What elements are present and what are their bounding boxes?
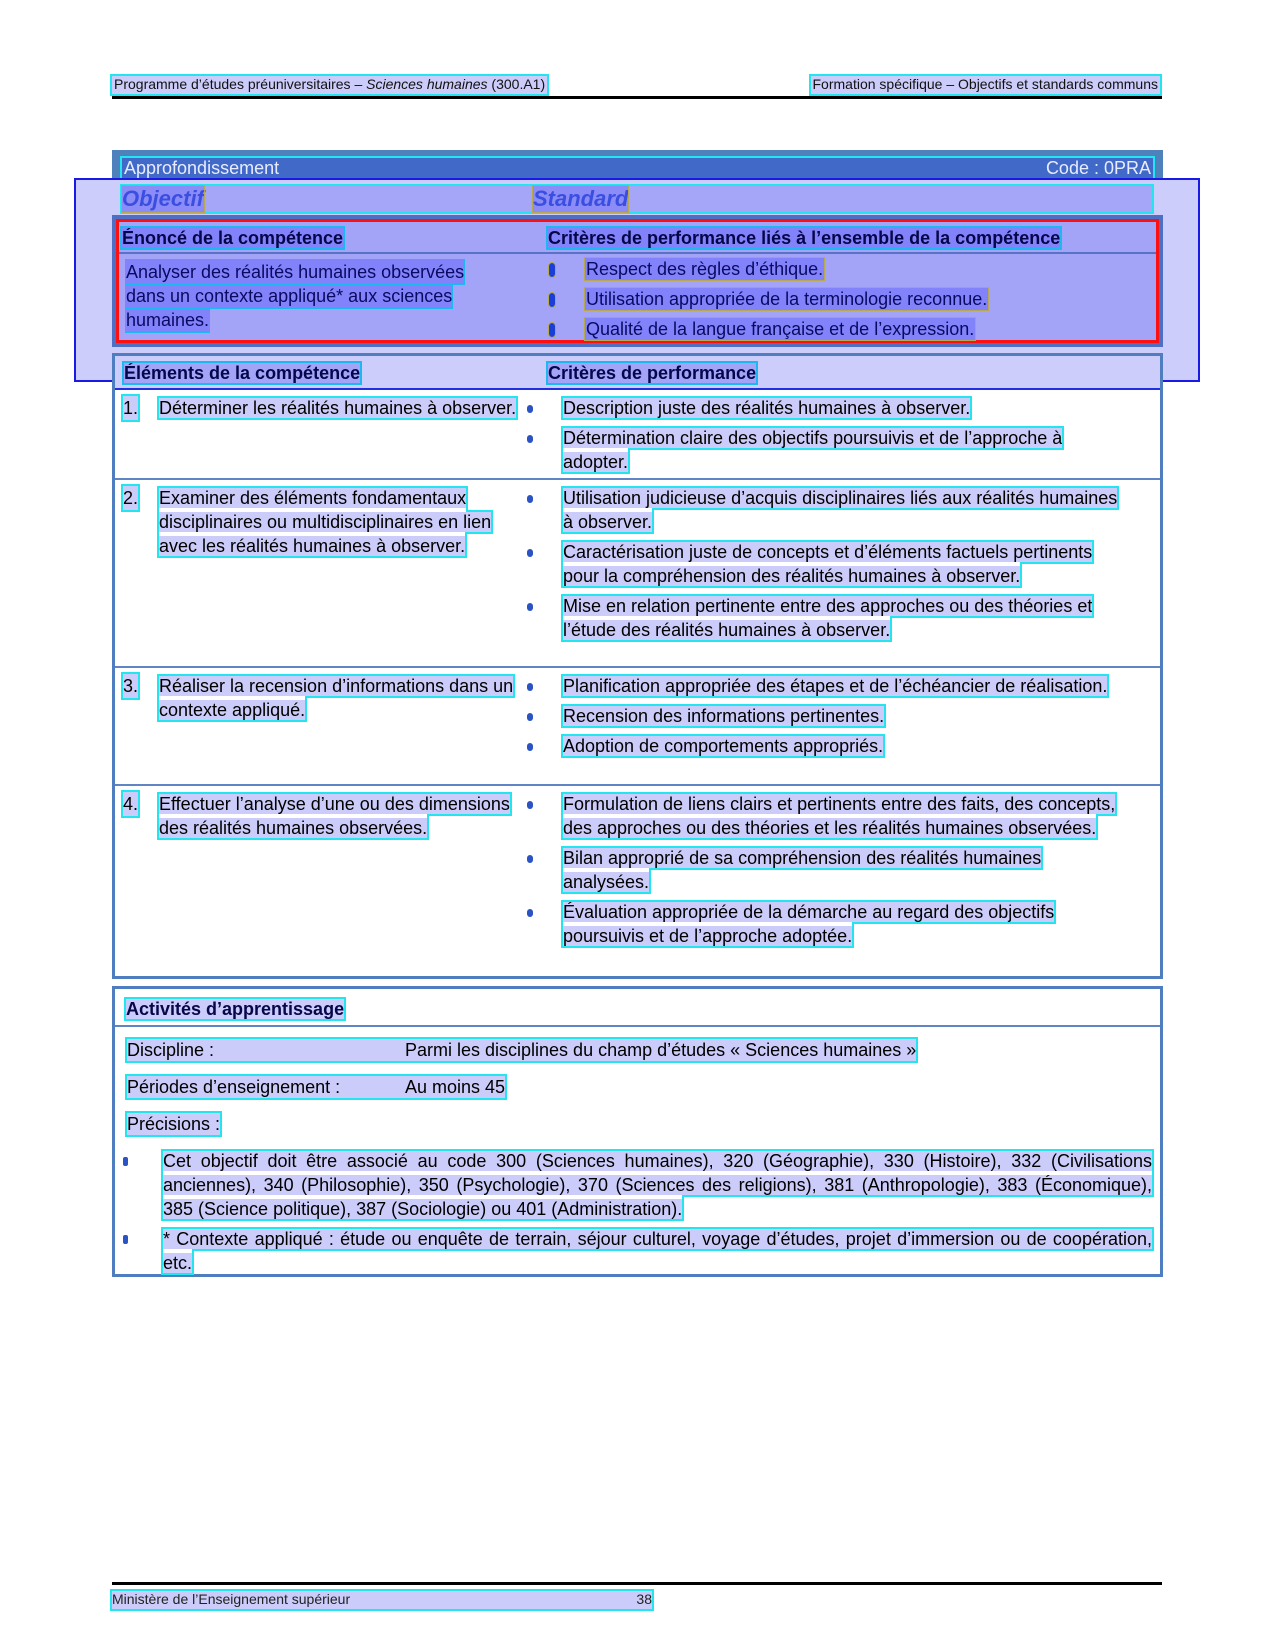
table-row: 2. Examiner des éléments fondamentaux disciplinaires ou multidisciplinaires en lien avec les réalités humaines à observer. Utilisation judicieuse d’acquis disciplinaires liés aux réalités humaines à observer. Caractérisation juste de concepts et d’éléments factuels pertinents pour la compréhension des réalités humaines à observer. Mise en relation pertinente entre des approches ou des théories et l’étude des réalités humaines à observer.: [115, 478, 1160, 668]
elements-table: [112, 353, 1163, 979]
element-text: Effectuer l’analyse d’une ou des dimensions des réalités humaines observées.: [159, 794, 510, 838]
periods-value: Au moins 45: [405, 1077, 506, 1097]
list-item: Utilisation judicieuse d’acquis disciplinaires liés aux réalités humaines à observer.: [527, 486, 1127, 534]
enonce-criteria-heading: Critères de performance liés à l’ensemble de la compétence: [548, 228, 1061, 248]
category-bar: [112, 150, 1163, 180]
list-item: Évaluation appropriée de la démarche au regard des objectifs poursuivis et de l’approche adoptée.: [527, 900, 1127, 948]
enonce-statement: [126, 260, 521, 332]
page-number: 38: [636, 1591, 652, 1607]
bullet-icon: [527, 405, 533, 413]
activities-title: Activités d’apprentissage: [126, 999, 345, 1019]
list-item: Planification appropriée des étapes et de l’échéancier de réalisation.: [527, 674, 1127, 698]
list-item: [123, 1149, 1152, 1221]
bullet-icon: [549, 263, 555, 277]
bullet-icon: [549, 323, 555, 337]
table-row: 3. Réaliser la recension d’informations dans un contexte appliqué. Planification appropriée des étapes et de l’échéancier de réalisation. Recension des informations pertinentes. Adoption de comportements appropriés.: [115, 666, 1160, 786]
bullet-icon: [527, 435, 533, 443]
elements-heading: Éléments de la compétence: [124, 363, 361, 383]
category-title: Approfondissement: [124, 158, 280, 178]
standard-label: Standard: [533, 186, 629, 211]
running-header: [112, 76, 1160, 94]
bullet-icon: [527, 495, 533, 503]
enonce-selection: [116, 219, 1159, 343]
bullet-icon: [527, 743, 533, 751]
enonce-line: humaines.: [126, 310, 210, 330]
bullet-icon: [527, 801, 533, 809]
list-item: Caractérisation juste de concepts et d’éléments factuels pertinents pour la compréhension des réalités humaines à observer.: [527, 540, 1127, 588]
list-item: Détermination claire des objectifs poursuivis et de l’approche à adopter.: [527, 426, 1127, 474]
footer-rule: [112, 1582, 1162, 1585]
precision-text: Cet objectif doit être associé au code 300 (Sciences humaines), 320 (Géographie), 330 (Histoire), 332 (Civilisations anciennes), 340 (Philosophie), 350 (Psychologie), 370 (Sciences des religions), 381 (Anthropologie), 383 (Économique), 385 (Science politique), 387 (Sociologie) ou 401 (Administration).: [163, 1151, 1152, 1219]
elements-table-header: [115, 356, 1160, 390]
bullet-icon: [527, 855, 533, 863]
list-item: [123, 1227, 1152, 1275]
enonce-criteria-list: [549, 258, 1109, 348]
activities-box: [112, 986, 1163, 1277]
running-header-right: Formation spécifique – Objectifs et standards communs: [812, 76, 1158, 92]
footer-ministry: Ministère de l’Enseignement supérieur: [112, 1591, 351, 1607]
criteria-heading: Critères de performance: [548, 363, 757, 383]
enonce-line: dans un contexte appliqué* aux sciences: [126, 286, 453, 306]
footer: [112, 1591, 652, 1609]
list-item: Adoption de comportements appropriés.: [527, 734, 1127, 758]
bullet-icon: [527, 713, 533, 721]
list-item: Qualité de la langue française et de l’expression.: [549, 318, 1109, 348]
discipline-field: [127, 1039, 916, 1061]
list-item: Utilisation appropriée de la terminologie reconnue.: [549, 288, 1109, 318]
discipline-label: Discipline :: [127, 1040, 215, 1060]
enonce-box: [112, 215, 1163, 347]
list-item: Mise en relation pertinente entre des approches ou des théories et l’étude des réalités humaines à observer.: [527, 594, 1127, 642]
bullet-icon: [549, 293, 555, 307]
discipline-value: Parmi les disciplines du champ d’études « Sciences humaines »: [405, 1040, 917, 1060]
objective-standard-labels: [122, 186, 1152, 212]
precision-text: * Contexte appliqué : étude ou enquête de terrain, séjour culturel, voyage d’études, projet d’immersion ou de coopération, etc.: [163, 1229, 1152, 1273]
periods-field: [127, 1076, 505, 1098]
list-item: Formulation de liens clairs et pertinents entre des faits, des concepts, des approches ou des théories et les réalités humaines observées.: [527, 792, 1127, 840]
table-row: 4. Effectuer l’analyse d’une ou des dimensions des réalités humaines observées. Formulation de liens clairs et pertinents entre des faits, des concepts, des approches ou des théories et les réalités humaines observées. Bilan approprié de sa compréhension des réalités humaines analysées. Évaluation appropriée de la démarche au regard des objectifs poursuivis et de l’approche adoptée.: [115, 784, 1160, 978]
table-row: 1. Déterminer les réalités humaines à observer. Description juste des réalités humaines à observer. Détermination claire des objectifs poursuivis et de l’approche à adopter.: [115, 390, 1160, 478]
bullet-icon: [123, 1235, 128, 1244]
bullet-icon: [527, 549, 533, 557]
category-code: Code : 0PRA: [1045, 158, 1151, 178]
periods-label: Périodes d’enseignement :: [127, 1077, 341, 1097]
objectif-label: Objectif: [122, 186, 204, 211]
list-item: Description juste des réalités humaines à observer.: [527, 396, 1127, 420]
element-text: Déterminer les réalités humaines à observer.: [159, 398, 517, 418]
enonce-heading: Énoncé de la compétence: [122, 228, 344, 248]
precisions-label: Précisions :: [127, 1114, 221, 1134]
bullet-icon: [527, 909, 533, 917]
header-rule: [112, 96, 1162, 99]
bullet-icon: [527, 603, 533, 611]
activities-header: [115, 989, 1160, 1027]
running-header-left: Programme d’études préuniversitaires – Sciences humaines (300.A1): [114, 76, 546, 92]
enonce-line: Analyser des réalités humaines observées: [126, 262, 465, 282]
element-text: Réaliser la recension d’informations dans un contexte appliqué.: [159, 676, 514, 720]
list-item: Bilan approprié de sa compréhension des réalités humaines analysées.: [527, 846, 1127, 894]
list-item: Respect des règles d’éthique.: [549, 258, 1109, 288]
list-item: Recension des informations pertinentes.: [527, 704, 1127, 728]
enonce-header: [119, 222, 1156, 254]
bullet-icon: [527, 683, 533, 691]
bullet-icon: [123, 1157, 128, 1166]
element-text: Examiner des éléments fondamentaux disciplinaires ou multidisciplinaires en lien avec les réalités humaines à observer.: [159, 488, 492, 556]
